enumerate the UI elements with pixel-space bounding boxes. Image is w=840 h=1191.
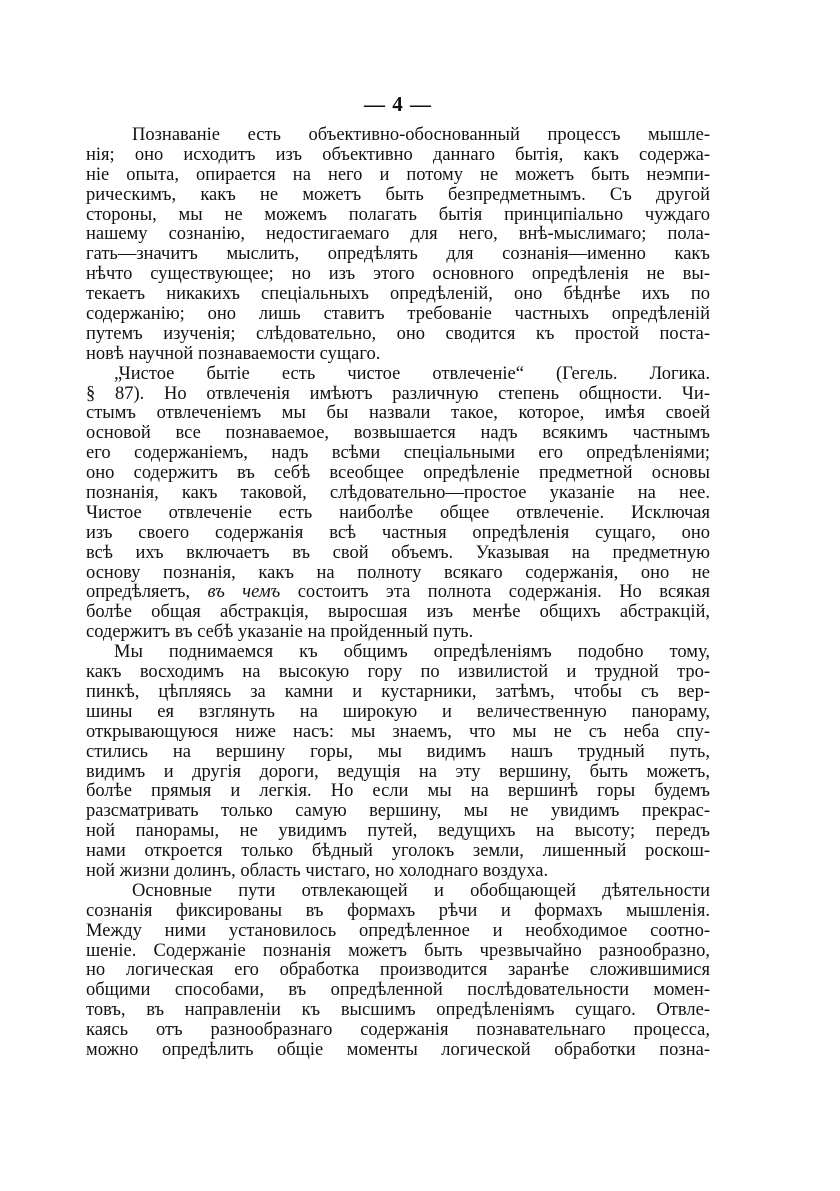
text-line: болѣе общая абстракція, выросшая изъ менѣе общихъ абстракцій, <box>86 602 710 623</box>
text-line: содержитъ въ себѣ указаніе на пройденный путь. <box>86 622 474 643</box>
text-line: Основные пути отвлекающей и обобщающей дѣятельности <box>132 880 710 901</box>
text-line: можно опредѣлить общіе моменты логической обработки позна- <box>86 1039 710 1060</box>
text-line: нія; оно исходитъ изъ объективно даннаго бытія, какъ содержа- <box>86 144 710 165</box>
text-segment: состоитъ эта полнота содержанія. Но всякая <box>280 582 710 603</box>
text-line: новѣ научной познаваемости сущаго. <box>86 343 381 364</box>
emphasis-text: въ чемъ <box>207 582 281 603</box>
text-line: основу познанія, какъ на полноту всякаго содержанія, оно не <box>86 562 710 583</box>
text-line: Познаваніе есть объективно-обоснованный процессъ мышле- <box>132 125 710 145</box>
text-line: путемъ изученія; слѣдовательно, оно сводится къ простой поста- <box>86 323 710 344</box>
text-line: рическимъ, какъ не можетъ быть безпредметнымъ. Съ другой <box>86 184 710 205</box>
text-line: ніе опыта, опирается на него и потому не можетъ быть неэмпи- <box>86 164 710 185</box>
text-line: разсматривать только самую вершину, мы не увидимъ прекрас- <box>86 801 710 822</box>
page-number: — 4 — <box>364 92 432 116</box>
text-line: открывающуюся ниже насъ: мы знаемъ, что мы не съ неба спу- <box>86 721 710 742</box>
text-line: какъ восходимъ на высокую гору по извилистой и трудной тро- <box>86 662 710 683</box>
text-line: текаетъ никакихъ спеціальныхъ опредѣленій, оно бѣднѣе ихъ по <box>86 284 710 305</box>
text-line: изъ своего содержанія всѣ частныя опредѣленія сущаго, оно <box>86 522 710 543</box>
text-line: шины ея взглянуть на широкую и величественную панораму, <box>86 701 710 722</box>
text-line: но логическая его обработка производится заранѣе сложившимися <box>86 960 710 981</box>
text-line: § 87). Но отвлеченія имѣютъ различную степень общности. Чи- <box>86 383 710 404</box>
text-line: каясь отъ разнообразнаго содержанія познавательнаго процесса, <box>86 1020 710 1041</box>
text-line: познанія, какъ таковой, слѣдовательно—простое указаніе на нее. <box>86 483 710 504</box>
text-line: нами откроется только бѣдный уголокъ земли, лишенный роскош- <box>86 841 710 862</box>
text-line-with-emphasis <box>86 583 710 603</box>
text-line: всѣ ихъ включаетъ въ свой объемъ. Указывая на предметную <box>86 542 710 563</box>
text-line: товъ, въ направленіи къ высшимъ опредѣленіямъ сущаго. Отвле- <box>86 1000 710 1021</box>
text-line: Чистое отвлеченіе есть наиболѣе общее отвлеченіе. Исключая <box>86 502 710 523</box>
body-text <box>86 126 710 1061</box>
text-segment: опредѣляетъ, <box>86 582 208 603</box>
text-line: его содержаніемъ, надъ всѣми спеціальными его опредѣленіями; <box>86 443 710 464</box>
text-line: сознанія фиксированы въ формахъ рѣчи и формахъ мышленія. <box>86 900 710 921</box>
text-line: Между ними установилось опредѣленное и необходимое соотно- <box>86 920 710 941</box>
text-line: оно содержитъ въ себѣ всеобщее опредѣленіе предметной основы <box>86 463 710 484</box>
text-line: стымъ отвлеченіемъ мы бы назвали такое, которое, имѣя своей <box>86 403 710 424</box>
text-line: видимъ и другія дороги, ведущія на эту вершину, быть можетъ, <box>86 761 710 782</box>
text-line: шеніе. Содержаніе познанія можетъ быть чрезвычайно разнообразно, <box>86 940 710 961</box>
text-line: гать—значитъ мыслить, опредѣлять для сознанія—именно какъ <box>86 244 710 265</box>
text-line: болѣе прямыя и легкія. Но если мы на вершинѣ горы будемъ <box>86 781 710 802</box>
text-line: содержанію; оно лишь ставитъ требованіе частныхъ опредѣленій <box>86 304 710 325</box>
text-line: стились на вершину горы, мы видимъ нашъ трудный путь, <box>86 741 710 762</box>
text-line: пинкѣ, цѣпляясь за камни и кустарники, затѣмъ, чтобы съ вер- <box>86 681 710 702</box>
text-line: Мы поднимаемся къ общимъ опредѣленіямъ подобно тому, <box>114 642 710 663</box>
text-line: общими способами, въ опредѣленной послѣдовательности момен- <box>86 980 710 1001</box>
text-line: основой все познаваемое, возвышается надъ всякимъ частнымъ <box>86 423 710 444</box>
text-line: ной жизни долинъ, область чистаго, но холоднаго воздуха. <box>86 860 549 881</box>
text-line: „Чистое бытіе есть чистое отвлеченіе“ (Гегель. Логика. <box>114 363 710 384</box>
text-line: нѣчто существующее; но изъ этого основного опредѣленія не вы- <box>86 264 710 285</box>
text-line: стороны, мы не можемъ полагать бытія принципіально чуждаго <box>86 204 710 225</box>
text-line: нашему сознанію, недостигаемаго для него, внѣ-мыслимаго; пола- <box>86 224 710 245</box>
text-line: ной панорамы, не увидимъ путей, ведущихъ на высоту; передъ <box>86 821 710 842</box>
